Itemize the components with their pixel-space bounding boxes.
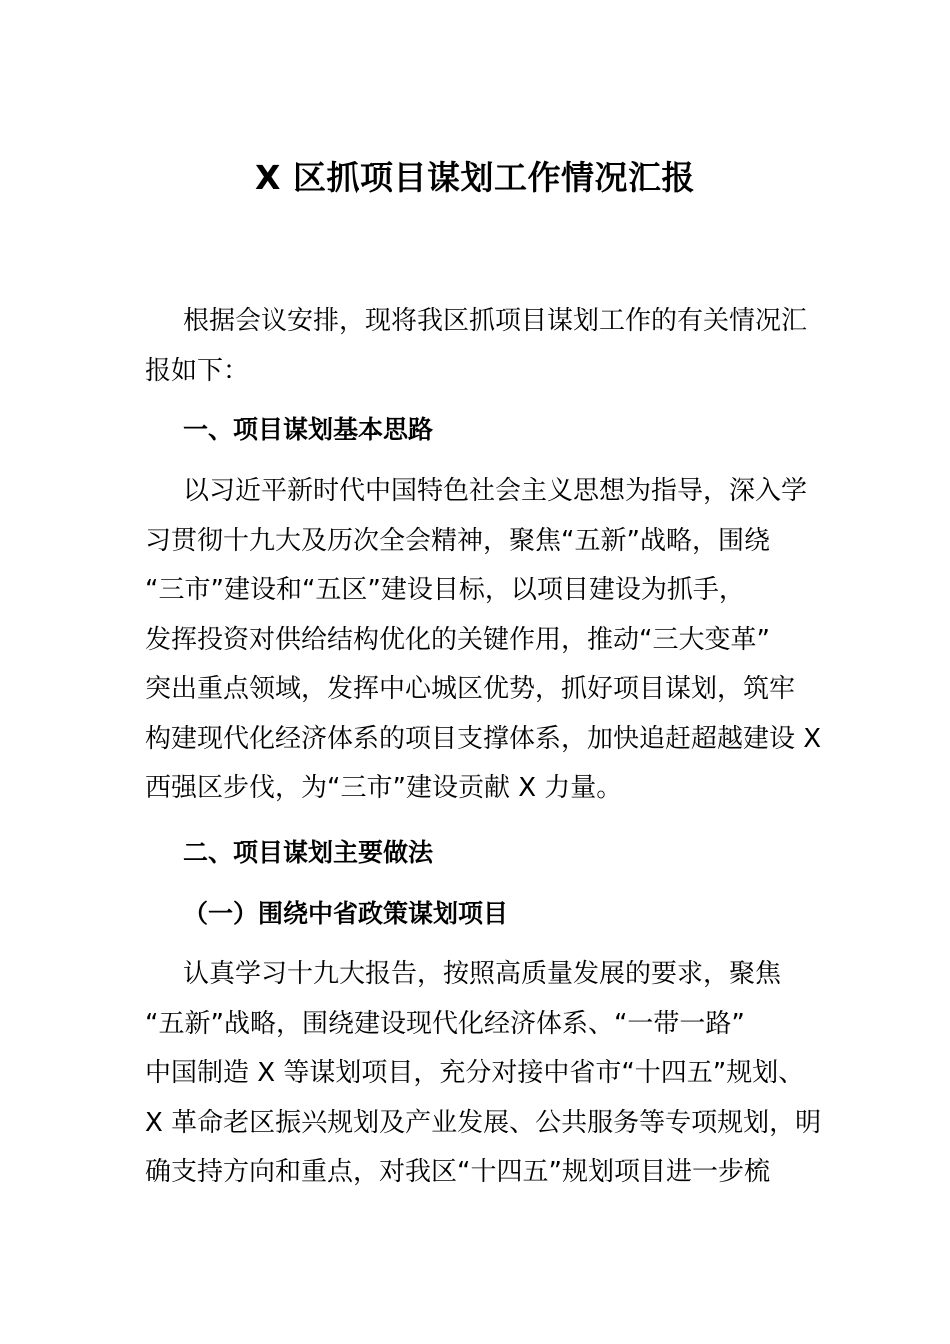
document-title: X 区抓项目谋划工作情况汇报 [255,158,695,197]
paragraph-line: 确支持方向和重点，对我区“十四五”规划项目进一步梳 [145,1157,770,1187]
section-1-paragraph [145,467,825,814]
intro-paragraph [145,297,825,396]
paragraph-line: “五新”战略，围绕建设现代化经济体系、“一带一路” [145,1008,745,1039]
paragraph-line: 发挥投资对供给结构优化的关键作用，推动“三大变革” [145,624,770,655]
paragraph-line: 突出重点领域，发挥中心城区优势，抓好项目谋划，筑牢 [145,674,796,704]
paragraph-line: 中国制造 X 等谋划项目，充分对接中省市“十四五”规划、 [145,1058,805,1088]
paragraph-line: 以习近平新时代中国特色社会主义思想为指导，深入学 [183,476,808,506]
paragraph-line: 西强区步伐，为“三市”建设贡献 X 力量。 [145,773,623,803]
intro-line: 报如下： [145,355,250,386]
section-heading-1: 一、项目谋划基本思路 [183,415,434,444]
paragraph-line: 认真学习十九大报告，按照高质量发展的要求，聚焦 [183,959,782,989]
section-heading-2: 二、项目谋划主要做法 [183,838,434,867]
subsection-1-paragraph [145,950,825,1198]
subsection-heading-1: （一）围绕中省政策谋划项目 [183,899,509,928]
paragraph-line: 习贯彻十九大及历次全会精神，聚焦“五新”战略，围绕 [145,525,770,556]
paragraph-line: 构建现代化经济体系的项目支撑体系，加快追赶超越建设 X [145,723,822,754]
paragraph-line: “三市”建设和“五区”建设目标，以项目建设为抓手， [145,575,745,605]
intro-line: 根据会议安排，现将我区抓项目谋划工作的有关情况汇 [183,306,808,336]
paragraph-line: X 革命老区振兴规划及产业发展、公共服务等专项规划，明 [145,1107,822,1138]
